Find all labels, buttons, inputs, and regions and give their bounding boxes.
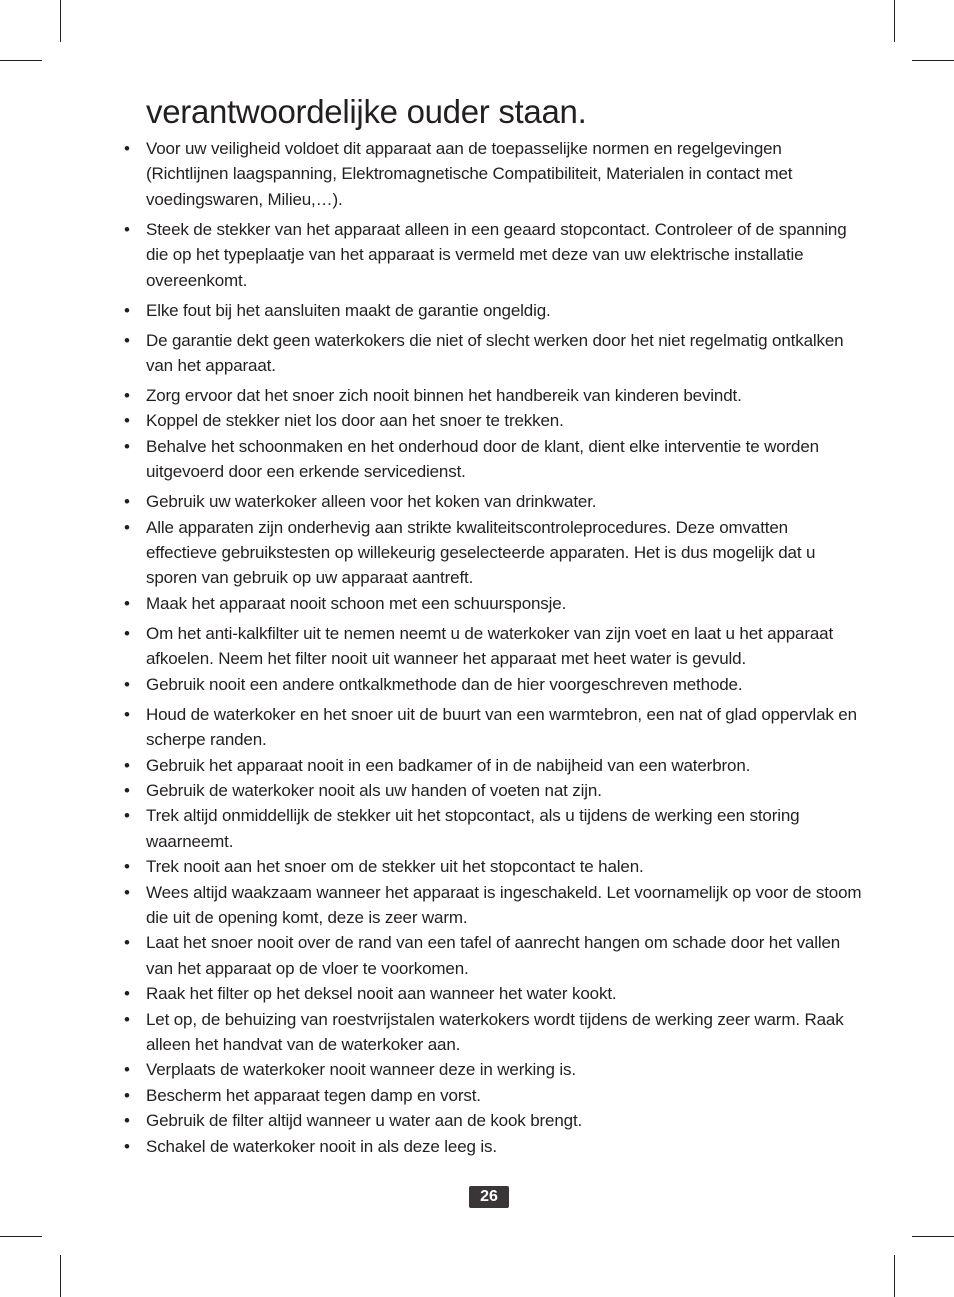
list-item: • Gebruik de waterkoker nooit als uw handen of voeten nat zijn. (146, 778, 862, 803)
list-item: • Behalve het schoonmaken en het onderhoud door de klant, dient elke interventie te worden uitgevoerd door een erkende servicedienst. (146, 434, 862, 485)
list-item: • Elke fout bij het aansluiten maakt de garantie ongeldig. (146, 298, 862, 323)
list-item: • Let op, de behuizing van roestvrijstalen waterkokers wordt tijdens de werking zeer warm. Raak alleen het handvat van de waterkoker aan. (146, 1007, 862, 1058)
list-item: • Schakel de waterkoker nooit in als deze leeg is. (146, 1134, 862, 1159)
list-item: • Steek de stekker van het apparaat alleen in een geaard stopcontact. Controleer of de spanning die op het typeplaatje van het apparaat is vermeld met deze van uw elektrische installatie overeenkomt. (146, 217, 862, 293)
crop-mark-bottom-left-vertical (60, 1255, 61, 1297)
list-item: • Trek nooit aan het snoer om de stekker uit het stopcontact te halen. (146, 854, 862, 879)
list-item: • Gebruik het apparaat nooit in een badkamer of in de nabijheid van een waterbron. (146, 753, 862, 778)
list-item: • Maak het apparaat nooit schoon met een schuursponsje. (146, 591, 862, 616)
list-item: • Alle apparaten zijn onderhevig aan strikte kwaliteitscontroleprocedures. Deze omvatten effectieve gebruikstesten op willekeurig geselecteerde apparaten. Het is dus mogelijk dat u sporen van gebruik op uw apparaat aantreft. (146, 515, 862, 591)
crop-mark-top-left-horizontal (0, 60, 42, 61)
crop-mark-bottom-right-vertical (894, 1255, 895, 1297)
section-heading: verantwoordelijke ouder staan. (146, 93, 587, 130)
crop-mark-top-right-vertical (894, 0, 895, 42)
list-item: • Wees altijd waakzaam wanneer het apparaat is ingeschakeld. Let voornamelijk op voor de stoom die uit de opening komt, deze is zeer warm. (146, 880, 862, 931)
page-number-badge: 26 (469, 1186, 509, 1208)
list-item: • Zorg ervoor dat het snoer zich nooit binnen het handbereik van kinderen bevindt. (146, 383, 862, 408)
crop-mark-bottom-left-horizontal (0, 1236, 42, 1237)
list-item: • Trek altijd onmiddellijk de stekker uit het stopcontact, als u tijdens de werking een storing waarneemt. (146, 803, 862, 854)
crop-mark-top-right-horizontal (912, 60, 954, 61)
list-item: • Om het anti-kalkfilter uit te nemen neemt u de waterkoker van zijn voet en laat u het apparaat afkoelen. Neem het filter nooit uit wanneer het apparaat met heet water is gevuld. (146, 621, 862, 672)
list-item: • Gebruik uw waterkoker alleen voor het koken van drinkwater. (146, 489, 862, 514)
list-item: • De garantie dekt geen waterkokers die niet of slecht werken door het niet regelmatig ontkalken van het apparaat. (146, 328, 862, 379)
list-item: • Raak het filter op het deksel nooit aan wanneer het water kookt. (146, 981, 862, 1006)
crop-mark-top-left-vertical (60, 0, 61, 42)
safety-instructions-list (146, 136, 862, 1159)
list-item: • Laat het snoer nooit over de rand van een tafel of aanrecht hangen om schade door het vallen van het apparaat op de vloer te voorkomen. (146, 930, 862, 981)
list-item: • Bescherm het apparaat tegen damp en vorst. (146, 1083, 862, 1108)
list-item: • Verplaats de waterkoker nooit wanneer deze in werking is. (146, 1057, 862, 1082)
list-item: • Gebruik nooit een andere ontkalkmethode dan de hier voorgeschreven methode. (146, 672, 862, 697)
crop-mark-bottom-right-horizontal (912, 1236, 954, 1237)
list-item: • Koppel de stekker niet los door aan het snoer te trekken. (146, 408, 862, 433)
list-item: • Voor uw veiligheid voldoet dit apparaat aan de toepasselijke normen en regelgevingen (Richtlijnen laagspanning, Elektromagnetische Compatibiliteit, Materialen in contact met voedingswaren, Milieu,…). (146, 136, 862, 212)
list-item: • Gebruik de filter altijd wanneer u water aan de kook brengt. (146, 1108, 862, 1133)
list-item: • Houd de waterkoker en het snoer uit de buurt van een warmtebron, een nat of glad oppervlak en scherpe randen. (146, 702, 862, 753)
